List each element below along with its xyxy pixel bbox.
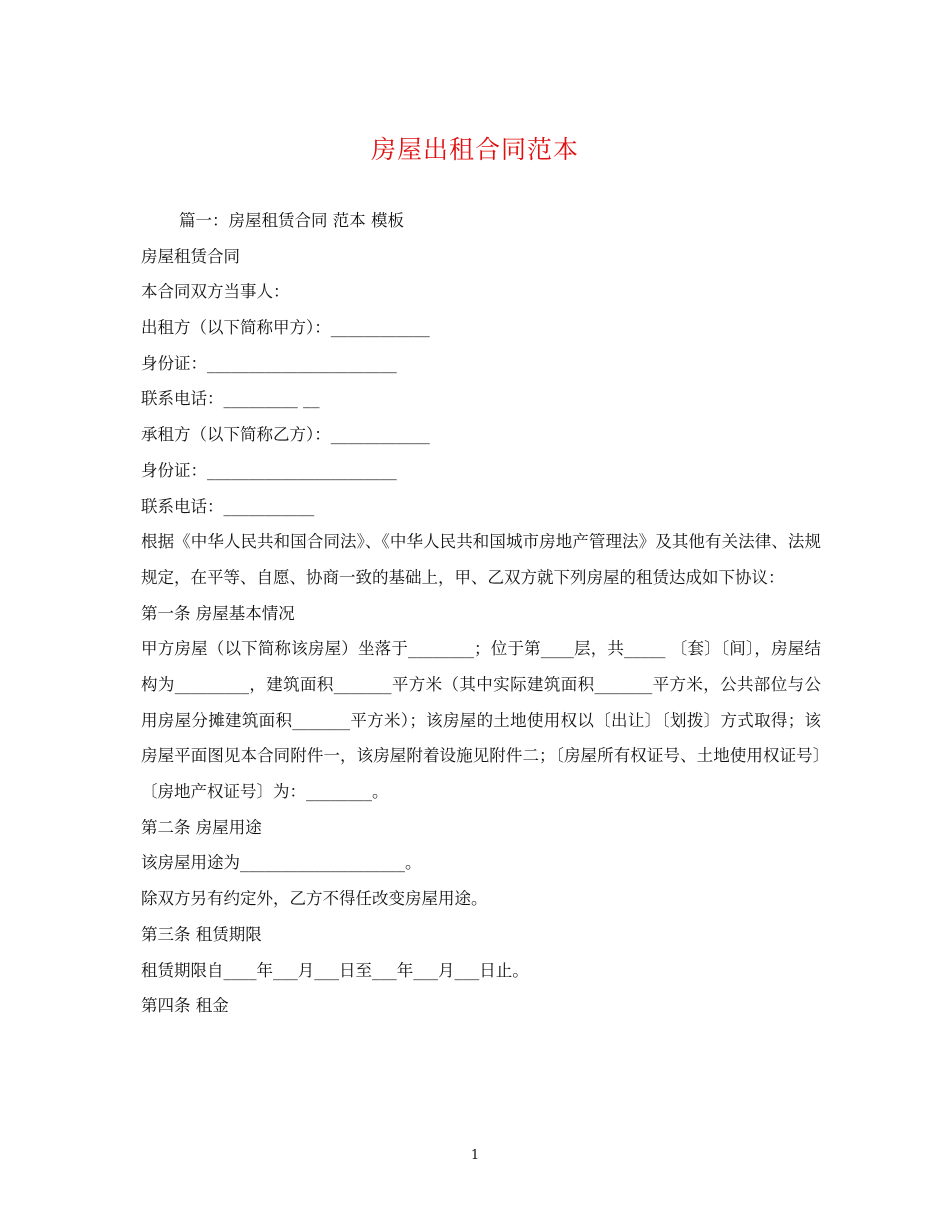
article-2-line-2: 除双方另有约定外，乙方不得任改变房屋用途。 (141, 889, 488, 909)
document-title: 房屋出租合同范本 (370, 135, 579, 164)
article-2-heading: 第二条 房屋用途 (141, 817, 262, 837)
article-3-heading: 第三条 租赁期限 (141, 924, 262, 944)
preamble-paragraph: 根据《中华人民共和国合同法》、《中华人民共和国城市房地产管理法》及其他有关法律、法规规定，在平等、自愿、协商一致的基础上，甲、乙双方就下列房屋的租赁达成如下协议： (141, 532, 821, 587)
lessee-phone-field: 联系电话：___________ (141, 496, 315, 516)
lessor-field: 出租方（以下简称甲方）：____________ (141, 318, 430, 338)
article-4-heading: 第四条 租金 (141, 996, 229, 1016)
lessor-phone-field: 联系电话：_________ __ (141, 389, 320, 409)
lessee-field: 承租方（以下简称乙方）：____________ (141, 425, 430, 445)
contract-name: 房屋租赁合同 (141, 246, 240, 266)
document-body (141, 203, 821, 1024)
article-3-line-1: 租赁期限自____年___月___日至___年___月___日止。 (141, 960, 529, 980)
section-heading: 篇一：房屋租赁合同 范本 模板 (179, 211, 404, 230)
article-2-line-1: 该房屋用途为____________________。 (141, 853, 422, 873)
page-number: 1 (470, 1148, 480, 1163)
lessee-id-field: 身份证：_______________________ (141, 460, 397, 480)
lessor-id-field: 身份证：_______________________ (141, 353, 397, 373)
article-1-heading: 第一条 房屋基本情况 (141, 603, 295, 623)
article-1-body: 甲方房屋（以下简称该房屋）坐落于________；位于第____层，共_____ 〔套〕〔间〕，房屋结构为_________，建筑面积_______平方米（其中实际建筑面积_______平方米，公共部位与公用房屋分摊建筑面积_______平方米）；该房屋的土地使用权以〔出让〕〔划拨〕方式取得；该房屋平面图见本合同附件一，该房屋附着设施见附件二；〔房屋所有权证号、土地使用权证号〕〔房地产权证号〕为：________。 (141, 639, 821, 802)
parties-label: 本合同双方当事人： (141, 282, 290, 302)
